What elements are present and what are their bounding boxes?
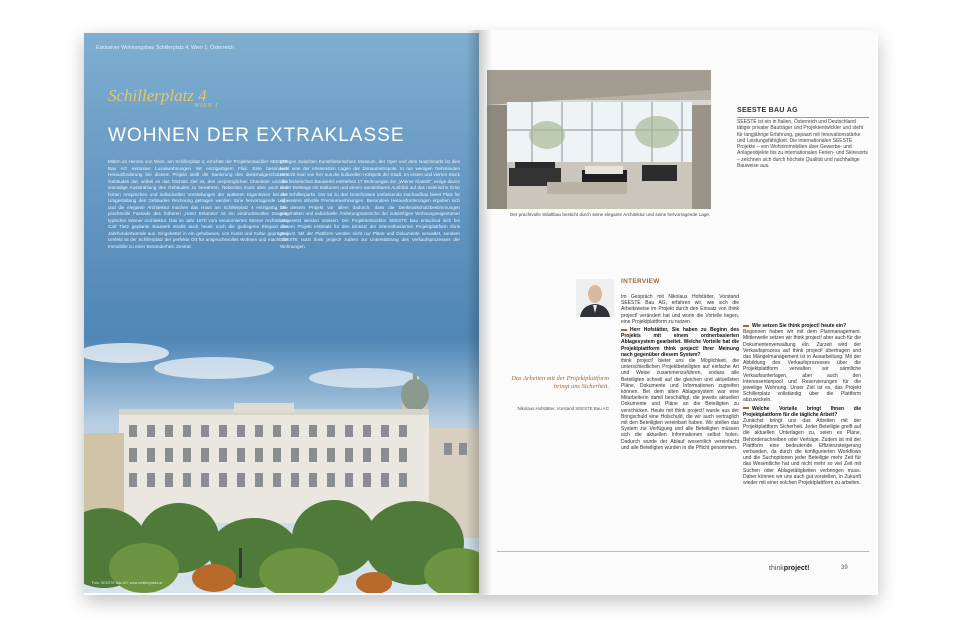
interview-answer-3: Zunächst bringt uns das Arbeiten mit der Projektplattform Sicherheit. Jeder Beteiligte greift auf die aktuellen Unterlagen zu, seien es Pläne, Behördenschreiben oder Verträge. Zudem ist mit der Plattform eine bedeutende Effizienzsteigerung verbunden, da durch die konfigurierten Workflows und die Suchoptionen jeder Beteiligte mehr Zeit für das Wesentliche hat und nicht mehr so viel Zeit mit Suchen oder Ablagetätigkeiten verbringen muss. Daher können wir uns auch gut vorstellen, in Zukunft wieder mit einer solchen Projektplattform zu arbeiten. [743,418,861,487]
photo-credit: Foto: SEESTE Bau AG, www.schillerplatz4.at [92,581,163,585]
logo-sub-text: WIEN 1 [194,103,220,109]
company-title: SEESTE BAU AG [737,107,798,114]
brand-part-2: project! [783,565,810,572]
interviewee-portrait [576,279,614,317]
logo-main-text: Schillerplatz 4 [108,86,207,105]
interview-answer-2: Begonnen haben wir mit dem Planmanagement. Mittlerweile setzen wir think project! aber auch für die Dokumentenverwaltung ein. Zurzeit wird der Verkaufsprozess auf think project! übertragen und das Mängelmanagement ist in Ausarbeitung. Mit der Abbildung des Verkaufsprozesses über die Projektplattform verwalten wir sämtliche Verkaufsunterlagen, aber auch den Interessentenpool und Reservierungen für die jeweilige Wohnung. Unser Ziel ist es, das Projekt Schillerplatz vollständig über die Plattform abzuwickeln. [743,329,861,404]
interview-question-2: Wie setzen Sie think project! heute ein? [743,323,861,329]
interview-intro: Im Gespräch mit Nikolaus Hofstätter, Vorstand SEESTE Bau AG, erfahren wir, wie sich die Arbeitsweise im Projekt durch den Einsatz von think project! verändert hat und worin die Vorteile liegen, eine Projektplattform zu nutzen. [621,294,739,325]
pull-quote-attribution: Nikolaus Hofstätter, Vorstand SEESTE Bau AG [517,406,609,411]
interview-question-3: Welche Vorteile bringt Ihnen die Projektplattform für die tägliche Arbeit? [743,405,861,418]
article-headline: WOHNEN DER EXTRAKLASSE [108,125,405,146]
page-number: 39 [841,565,848,571]
intro-column-1: Mitten im Herzen von Wien, am Schillerplatz 4, errichtet der Projektentwickler SEESTE Bau AG exklusive Luxuswohnungen mit einzigartigem Flair. Eine besondere Herausforderung bei diesem Projekt stellt die Sanierung des denkmalgeschützten Gebäudes dar, wobei es das höchste Ziel ist, den ursprünglichen Charakter und die einmalige Ausstrahlung des Gebäudes zu bewahren. Nebenbei muss aber auch den hohen Ansprüchen und individuellen Vorstellungen der späteren Eigentümer bei der Umgestaltung des Gebäudes Rechnung getragen werden. Eine hervorragende Lage und die elegante Architektur machen das Haus am Schillerplatz 4 einzigartig. Die prachtvolle Fassade des früheren „Hotel Britannia“ ist ein eindrucksvolles Zeugnis typischer Wiener Architektur. Das im Jahr 1870 vom renommierten Wiener Architekten Carl Tietz geplante Bauwerk strahlt auch heute noch die gediegene Eleganz der Jahrhundertwende aus. Eingebettet in ein gehobenes, von Kunst und Kultur geprägtes Umfeld ist der Schillerplatz der perfekte Ort für anspruchsvolles Wohnen und macht die Immobilie zu einer Besonderheit. Zentral [108,159,288,249]
right-page [479,30,876,593]
interview-answer-1: think project! bietet uns die Möglichkeit, die unterschiedlichen Projektbeteiligten auf einfache Art und Weise zusammenzuführen, sodass alle Beteiligten schnell auf die gleichen und aktuellsten Pläne, Dokumente und Informationen zugreifen können. Bei dem alten Ablagesystem war eine Mitarbeiterin damit beschäftigt, die jeweils aktuellen Dokumente und Pläne an die Beteiligten zu verschicken. Heute mit think project! wurde aus der Bringschuld eine Holschuld, die wir auch vertraglich mit den Beteiligten vereinbart haben. Wir stellen das System zur Verfügung und alle Beteiligten müssen sich die aktuellen Informationen selbst holen. Dadurch wurde der Ablauf wesentlich vereinfacht und alle Beteiligten wurden in die Pflicht genommen. [621,358,739,451]
footer-divider [497,551,869,552]
page-kicker: Exklusiver Wohnungsbau Schillerplatz 4, Wien 1, Österreich [96,45,235,51]
intro-column-2: gelegen zwischen Kunsthistorischem Museum, der Oper und dem Naschmarkt ist dies wohl eine der erlesensten Lagen der Donaumetropole. In nur wenigen Gehminuten erreicht man von hier aus die kulturellen Hotspots der Stadt. Im ersten und vierten Stock des historischen Bauwerks entstehen 17 Wohnungen der „Wiener Klassik“, einige davon in der Beletage mit Balkonen und einem wunderbaren Ausblick auf das malerische Grün des Schillerparks. Der 5a zu drei Geschossen umfassende Dachaufbau bietet Platz für elf weitere stilvolle Premiumwohnungen. Besondere Herausforderungen ergeben sich bei diesem Projekt vor allem dadurch, dass die Denkmalschutzbestimmungen eingehalten und individuelle Änderungswünsche der zukünftigen Wohnungseigentümer umgesetzt werden müssen. Der Projektentwickler SEESTE Bau entschied sich bei diesem Projekt erstmals für den Einsatz der internetbasierten Projektplattform think project!. Mit der Plattform werden nicht nur Pläne und Dokumente verwaltet, sondern SEESTE nutzt think project! zudem zur Unterstützung des Verkaufsprozesses der Wohnungen. [280,159,460,249]
company-description: SEESTE ist ein in Italien, Österreich und Deutschland tätiger privater Bauträger und Projektentwickler und steht für langjährige Erfahrung, gepaart mit Innovationsstärke und Leistungsfähigkeit. Die internationalen SEESTE Projekte – von Wohnimmobilien über Gewerbe- und Anlageobjekte bis zu internationalen Ferien- und Skiresorts – zeichnen sich durch höchste Qualität und nachhaltige Bauweise aus. [737,119,868,170]
interior-photo [487,70,711,209]
pull-quote: Das Arbeiten mit der Projektplattform bringt uns Sicherheit. [511,375,609,390]
interview-column-2 [743,321,861,486]
photo-caption: Der prachtvolle Stilaltbau besticht durch seine elegante Architektur und seine hervorragende Lage. [510,212,711,217]
left-page [84,33,479,593]
thinkproject-logo [769,565,809,572]
schillerplatz-logo [108,86,228,116]
interview-heading: INTERVIEW [621,278,660,285]
interview-question-1: Herr Hofstätter, Sie haben zu Beginn des Projekts mit einem ordnerbasierten Ablagesystem gearbeitet. Welche Vorteile hat die Projektplattform think project! Ihrer Meinung nach gegenüber diesem System? [621,327,739,358]
company-divider [737,117,869,118]
vienna-building-photo [84,333,479,593]
brand-part-1: think [769,565,784,572]
interview-column-1 [621,294,739,451]
person-icon [576,279,614,317]
